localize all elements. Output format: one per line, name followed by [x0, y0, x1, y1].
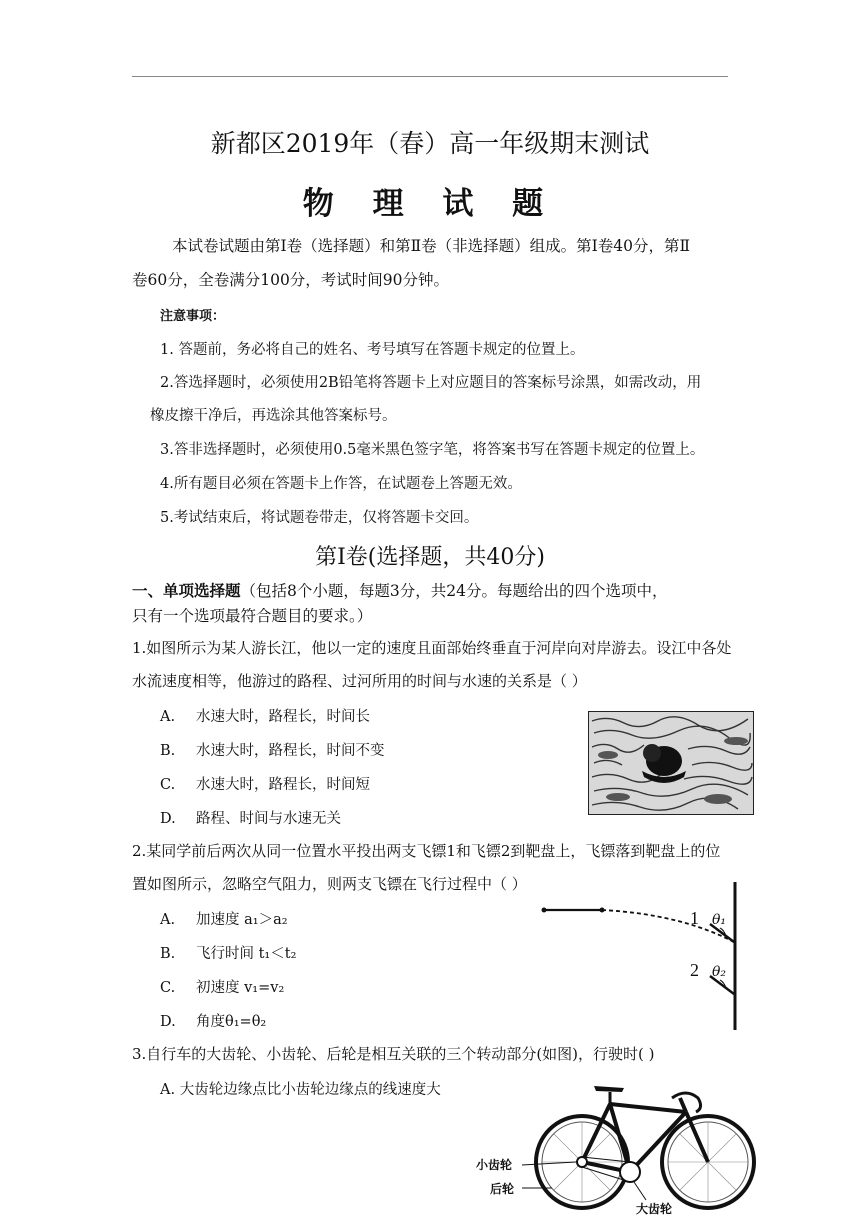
- question-1-option-a: A. 水速大时，路程长，时间长: [160, 709, 370, 725]
- rear-wheel-label: 后轮: [490, 1182, 515, 1196]
- question-1-option-b: B. 水速大时，路程长，时间不变: [160, 743, 385, 759]
- bicycle-figure: [472, 1076, 772, 1216]
- notes-heading: 注意事项：: [160, 309, 226, 324]
- note-item: 2.答选择题时，必须使用2B铅笔将答题卡上对应题目的答案标号涂黑，如需改动，用: [160, 375, 702, 391]
- question-2-stem-1: 2.某同学前后两次从同一位置水平投出两支飞镖1和飞镖2到靶盘上，飞镖落到靶盘上的位: [132, 842, 721, 860]
- section-type-label: 一、单项选择题: [132, 581, 241, 600]
- question-2-option-a: A. 加速度 a₁＞a₂: [160, 912, 288, 928]
- section-desc-2: 只有一个选项最符合题目的要求。）: [132, 607, 373, 625]
- question-1-stem-2: 水流速度相等，他游过的路程、过河所用的时间与水速的关系是（ ）: [132, 672, 587, 690]
- dart-2-label: 2: [690, 960, 699, 980]
- question-3-option-a: A. 大齿轮边缘点比小齿轮边缘点的线速度大: [160, 1082, 441, 1098]
- note-item: 1. 答题前，务必将自己的姓名、考号填写在答题卡规定的位置上。: [160, 342, 585, 358]
- intro-line-1: 本试卷试题由第Ⅰ卷（选择题）和第Ⅱ卷（非选择题）组成。第Ⅰ卷40分，第Ⅱ: [172, 237, 691, 255]
- note-item: 5.考试结束后，将试题卷带走，仅将答题卡交回。: [160, 510, 479, 526]
- question-1-stem-1: 1.如图所示为某人游长江，他以一定的速度且面部始终垂直于河岸向对岸游去。设江中各处: [132, 639, 732, 657]
- section-title: 第Ⅰ卷(选择题，共40分): [315, 545, 545, 570]
- question-1-option-d: D. 路程、时间与水速无关: [160, 811, 341, 827]
- exam-title: 新都区2019年（春）高一年级期末测试: [210, 129, 650, 158]
- note-item: 橡皮擦干净后，再选涂其他答案标号。: [150, 408, 397, 424]
- theta-2-label: θ₂: [712, 964, 727, 980]
- question-2-option-c: C. 初速度 v₁=v₂: [160, 980, 285, 996]
- question-2-stem-2: 置如图所示，忽略空气阻力，则两支飞镖在飞行过程中（ ）: [132, 875, 527, 893]
- dart-1-label: 1: [690, 908, 699, 928]
- small-gear-label: 小齿轮: [476, 1158, 513, 1172]
- intro-line-2: 卷60分，全卷满分100分，考试时间90分钟。: [132, 271, 450, 289]
- note-item: 4.所有题目必须在答题卡上作答，在试题卷上答题无效。: [160, 476, 522, 492]
- note-item: 3.答非选择题时，必须使用0.5毫米黑色签字笔，将答案书写在答题卡规定的位置上。: [160, 442, 705, 458]
- dart-trajectory-figure: [540, 882, 744, 1030]
- question-2-option-b: B. 飞行时间 t₁＜t₂: [160, 946, 297, 962]
- section-description: [132, 579, 667, 601]
- question-1-option-c: C. 水速大时，路程长，时间短: [160, 777, 370, 793]
- big-gear-label: 大齿轮: [636, 1202, 673, 1216]
- subject-title: 物 理 试 题: [302, 186, 558, 222]
- header-rule: [132, 76, 728, 77]
- question-3-stem-1: 3.自行车的大齿轮、小齿轮、后轮是相互关联的三个转动部分(如图)，行驶时( ): [132, 1045, 655, 1063]
- question-2-option-d: D. 角度θ₁=θ₂: [160, 1014, 267, 1030]
- theta-1-label: θ₁: [712, 912, 727, 928]
- swimmer-river-image: [588, 711, 754, 815]
- section-desc-1: （包括8个小题，每题3分，共24分。每题给出的四个选项中，: [240, 582, 668, 600]
